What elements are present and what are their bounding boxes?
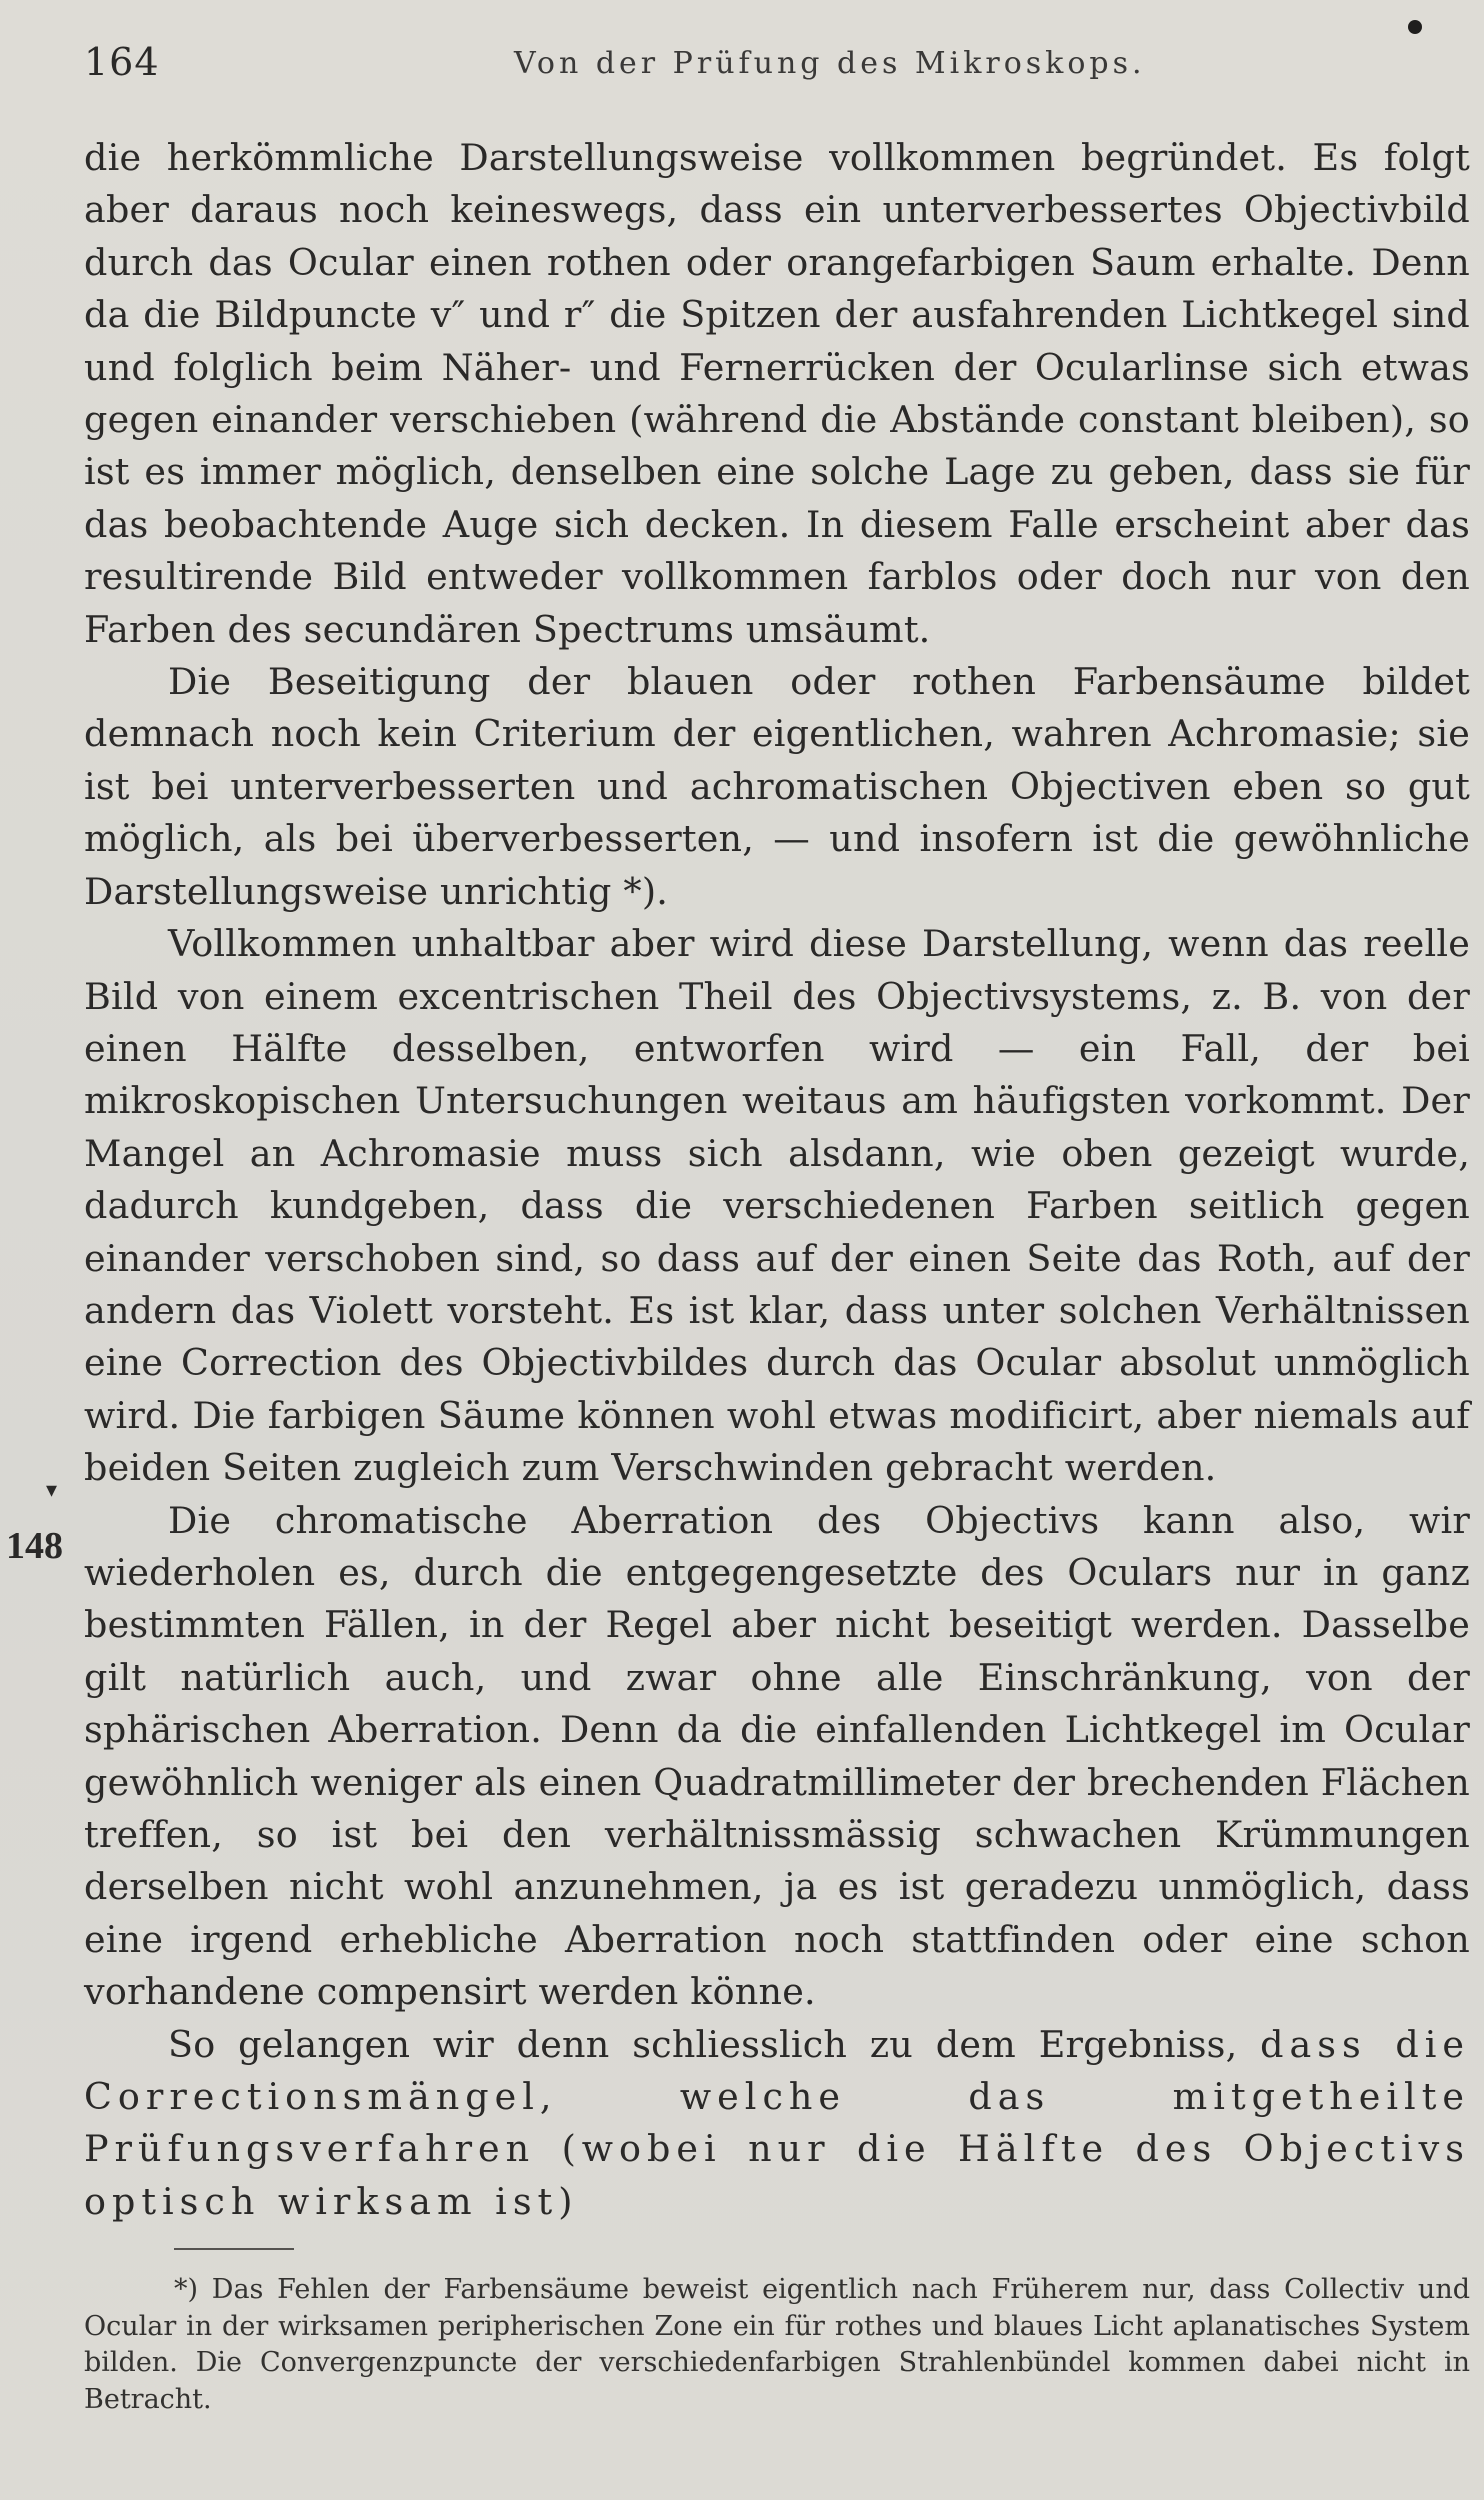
page-header	[84, 40, 1464, 90]
paragraph-5	[84, 2019, 1470, 2229]
paragraph-4: Die chromatische Aberration des Objectivs kann also, wir wiederholen es, durch die entgegengesetzte des Oculars nur in ganz bestimmten Fällen, in der Regel aber nicht beseitigt werden. Dasselbe gilt natürlich auch, und zwar ohne alle Einschränkung, von der sphärischen Aberration. Denn da die einfallenden Lichtkegel im Ocular gewöhnlich weniger als einen Quadratmillimeter der brechenden Flächen treffen, so ist bei den verhältnissmässig schwachen Krümmungen derselben nicht wohl anzunehmen, ja es ist geradezu unmöglich, dass eine irgend erhebliche Aberration noch stattfinden oder eine schon vorhandene compensirt werden könne.	[84, 1498, 1470, 2014]
paragraph-2: Die Beseitigung der blauen oder rothen Farbensäume bildet demnach noch kein Criterium der eigentlichen, wahren Achromasie; sie ist bei unterverbesserten und achromatischen Objectiven eben so gut möglich, als bei überverbesserten, — und insofern ist die gewöhnliche Darstellungsweise unrichtig *).	[84, 660, 1470, 913]
main-text	[84, 132, 1470, 2228]
paragraph-3: Vollkommen unhaltbar aber wird diese Darstellung, wenn das reelle Bild von einem excentrischen Theil des Objectivsystems, z. B. von der einen Hälfte desselben, entworfen wird — ein Fall, der bei mikroskopischen Untersuchungen weitaus am häufigsten vorkommt. Der Mangel an Achromasie muss sich alsdann, wie oben gezeigt wurde, dadurch kundgeben, dass die verschiedenen Farben seitlich gegen einander verschoben sind, so dass auf der einen Seite das Roth, auf der andern das Violett vorsteht. Es ist klar, dass unter solchen Verhältnissen eine Correction des Objectivbildes durch das Ocular absolut unmöglich wird. Die farbigen Säume können wohl etwas modificirt, aber niemals auf beiden Seiten zugleich zum Verschwinden gebracht werden.	[84, 922, 1470, 1490]
paragraph-5-emphasis: dass die Correctionsmängel, welche das mitgetheilte Prüfungsverfahren (wobei nur die Hälfte des Objectivs optisch wirksam ist)	[84, 2022, 1470, 2223]
paragraph-5-start: So gelangen wir denn schliesslich zu dem Ergebniss,	[168, 2022, 1261, 2066]
footnote-divider	[174, 2248, 294, 2250]
footnote: *) Das Fehlen der Farbensäume beweist eigentlich nach Früherem nur, dass Collectiv und Ocular in der wirksamen peripherischen Zone ein für rothes und blaues Licht aplanatisches System bilden. Die Convergenzpuncte der verschiedenfarbigen Strahlenbündel kommen dabei nicht in Betracht.	[84, 2274, 1470, 2415]
ink-spot	[1408, 20, 1422, 34]
page-number: 164	[84, 40, 160, 84]
margin-mark: ▾	[46, 1478, 58, 1503]
section-number: 148	[6, 1525, 63, 1567]
paragraph-1: die herkömmliche Darstellungsweise vollkommen begründet. Es folgt aber daraus noch keineswegs, dass ein unterverbessertes Objectivbild durch das Ocular einen rothen oder orangefarbigen Saum erhalte. Denn da die Bildpuncte v″ und r″ die Spitzen der ausfahrenden Lichtkegel sind und folglich beim Näher- und Fernerrücken der Ocularlinse sich etwas gegen einander verschieben (während die Abstände constant bleiben), so ist es immer möglich, denselben eine solche Lage zu geben, dass sie für das beobachtende Auge sich decken. In diesem Falle erscheint aber das resultirende Bild entweder vollkommen farblos oder doch nur von den Farben des secundären Spectrums umsäumt.	[84, 136, 1470, 651]
running-head: Von der Prüfung des Mikroskops.	[514, 46, 1146, 81]
